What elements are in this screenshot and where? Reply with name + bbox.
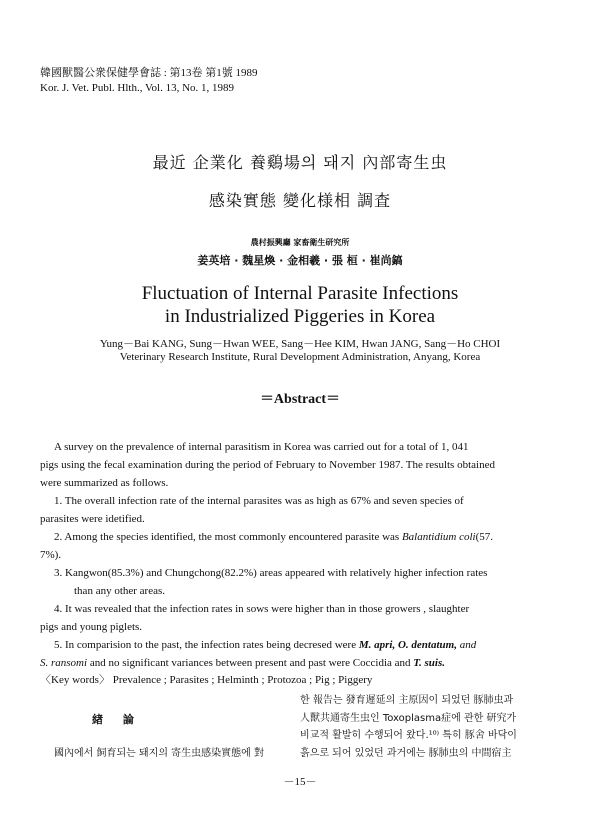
journal-citation (40, 66, 258, 96)
intro-left-line: 國內에서 飼育되는 돼지의 寄生虫感染實態에 對 (54, 748, 264, 759)
right-column (300, 692, 562, 762)
title-en-line1: Fluctuation of Internal Parasite Infections (141, 283, 459, 304)
title-en-line2: in Industrialized Piggeries in Korea (164, 306, 436, 327)
intro-heading: 緖 論 (92, 713, 142, 726)
right-column-line: 한 報告는 發育遲延의 主原因이 되었던 豚肺虫과 (300, 695, 514, 706)
abstract-item-4: 4. It was revealed that the infection rates in sows were higher than in those growers , slaughter (54, 603, 470, 615)
abstract-item-1-line1: 1. The overall infection rate of the internal parasites was as high as 67% and seven species of (54, 495, 464, 507)
abstract-item-1 (40, 492, 560, 510)
abstract-item-4-cont: pigs and young piglets. (40, 621, 143, 633)
journal-citation-ko: 韓國獸醫公衆保健學會誌 : 第13卷 第1號 1989 (40, 67, 258, 79)
abstract-item-3-cont: than any other areas. (74, 585, 166, 597)
species-tsuis: T. suis. (413, 657, 445, 669)
title-ko-line2: 感染實態 變化様相 調査 (208, 191, 392, 210)
journal-citation-en: Kor. J. Vet. Publ. Hlth., Vol. 13, No. 1, 1989 (40, 82, 235, 94)
authors-en: Yung－Bai KANG, Sung－Hwan WEE, Sang－Hee KIM, Hwan JANG, Sang－Ho CHOI (99, 338, 501, 350)
page-number: －15－ (283, 776, 317, 788)
title-ko-line1: 最近 企業化 養鷄場의 돼지 內部寄生虫 (152, 153, 448, 172)
species-balantidium: Balantidium coli (401, 531, 476, 543)
abstract-item-5-cont (40, 654, 560, 672)
abstract-item-5 (40, 636, 560, 654)
institution-ko: 農村振興廳 家畜衛生研究所 (250, 238, 350, 247)
right-column-line: 人獸共通寄生虫인 Toxoplasma症에 관한 研究가 (300, 712, 517, 724)
abstract-heading: ＝Abstract＝ (259, 392, 341, 407)
species-mapri-odentatum: M. apri, O. dentatum, (358, 639, 457, 651)
abstract-item-2-cont: 7%). (40, 549, 62, 561)
abstract-intro-line3: were summarized as follows. (40, 477, 169, 489)
abstract-intro-line2: pigs using the fecal examination during the period of February to November 1987. The results obtained (40, 459, 495, 471)
abstract-item-2 (40, 528, 560, 546)
right-column-line: 비교적 활발히 수행되어 왔다.¹⁰⁾ 특히 豚舍 바닥이 (300, 730, 517, 741)
abstract-item-2-text: 2. Among the species identified, the most commonly encountered parasite was (54, 531, 400, 543)
institution-en: Veterinary Research Institute, Rural Development Administration, Anyang, Korea (119, 351, 481, 363)
abstract-item-5-text: 5. In comparision to the past, the infection rates being decresed were (54, 639, 357, 651)
right-column-line: 흙으로 되어 있었던 과거에는 豚肺虫의 中間宿主 (300, 747, 512, 759)
authors-ko: 姜英培 · 魏星煥 · 金相羲 · 張 桓 · 崔尚鎬 (197, 254, 403, 267)
abstract-item-3: 3. Kangwon(85.3%) and Chungchong(82.2%) areas appeared with relatively higher infection rates (54, 567, 488, 579)
abstract-intro-line1: A survey on the prevalence of internal parasitism in Korea was carried out for a total of 1, 041 (54, 441, 469, 453)
species-and: and (459, 639, 477, 651)
abstract-item-2-pct: (57. (475, 531, 494, 543)
species-sransomi: S. ransomi (40, 657, 88, 669)
keywords: 〈Key words〉 Prevalence ; Parasites ; Helminth ; Protozoa ; Pig ; Piggery (40, 674, 373, 686)
abstract-item-1-cont: parasites were idetified. (40, 513, 145, 525)
abstract-item-5-text2: and no significant variances between present and past were Coccidia and (89, 657, 411, 669)
abstract-body (40, 438, 560, 672)
